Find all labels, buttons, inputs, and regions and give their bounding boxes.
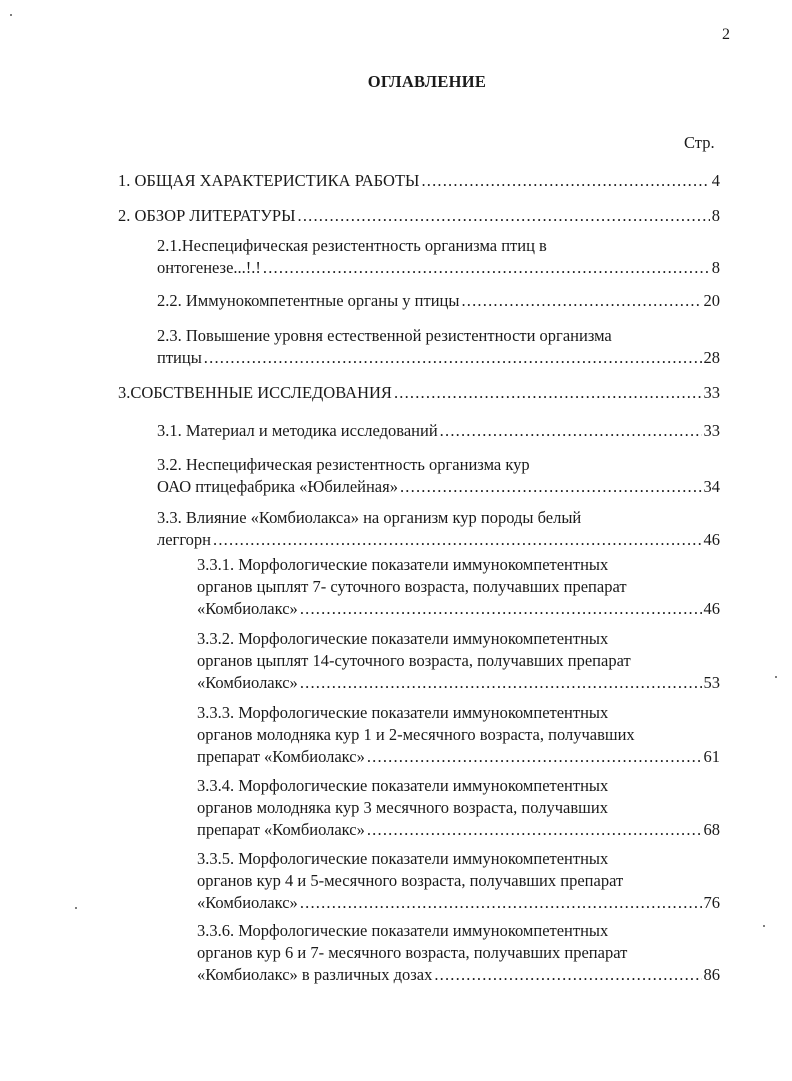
toc-entry-line bbox=[197, 746, 720, 768]
toc-entry-line bbox=[157, 529, 720, 551]
toc-entry-text: 3.3.4. Морфологические показатели иммунокомпетентных bbox=[197, 776, 609, 795]
toc-entry-page: 86 bbox=[703, 965, 720, 984]
toc-entry-line bbox=[157, 235, 720, 257]
toc-entry-line bbox=[197, 598, 720, 620]
toc-entry-text: препарат «Комбиолакс» bbox=[197, 747, 365, 766]
toc-entry-line bbox=[197, 819, 720, 841]
toc-entry-line bbox=[157, 476, 720, 498]
toc-entry-text: препарат «Комбиолакс» bbox=[197, 820, 365, 839]
toc-entry-text: «Комбиолакс» bbox=[197, 893, 298, 912]
dot-leader bbox=[421, 170, 709, 192]
toc-entry-text: органов цыплят 14-суточного возраста, получавших препарат bbox=[197, 651, 631, 670]
toc-entry-line bbox=[157, 507, 720, 529]
dot-leader bbox=[300, 892, 702, 914]
dot-leader bbox=[461, 290, 701, 312]
toc-entry-line bbox=[118, 170, 720, 192]
toc-entry-page: 8 bbox=[711, 206, 720, 225]
page-column-label: Стр. bbox=[684, 133, 715, 152]
toc-entry-text: органов кур 4 и 5-месячного возраста, получавших препарат bbox=[197, 871, 624, 890]
scan-speck bbox=[763, 925, 765, 927]
toc-entry-page: 68 bbox=[703, 820, 720, 839]
toc-entry-line bbox=[197, 672, 720, 694]
toc-entry-text: 2.3. Повышение уровня естественной резистентности организма bbox=[157, 326, 612, 345]
toc-entry-text: 3.3.1. Морфологические показатели иммунокомпетентных bbox=[197, 555, 609, 574]
toc-entry-text: онтогенезе...!.! bbox=[157, 258, 261, 277]
toc-entry-line bbox=[197, 848, 720, 870]
toc-entry-line bbox=[157, 257, 720, 279]
toc-entry-line bbox=[197, 870, 720, 892]
toc-entry-text: 3.СОБСТВЕННЫЕ ИССЛЕДОВАНИЯ bbox=[118, 383, 392, 402]
scan-speck bbox=[775, 676, 777, 678]
toc-entry bbox=[118, 382, 720, 404]
toc-entry-line bbox=[197, 576, 720, 598]
toc-entry-line bbox=[197, 964, 720, 986]
toc-entry-text: 3.3.6. Морфологические показатели иммунокомпетентных bbox=[197, 921, 609, 940]
toc-entry-page: 46 bbox=[703, 599, 720, 618]
toc-entry-text: птицы bbox=[157, 348, 202, 367]
toc-entry-line bbox=[197, 775, 720, 797]
toc-entry bbox=[157, 290, 720, 312]
toc-entry-text: 3.3.5. Морфологические показатели иммунокомпетентных bbox=[197, 849, 609, 868]
toc-entry-page: 4 bbox=[711, 171, 720, 190]
toc-entry-text: 3.2. Неспецифическая резистентность организма кур bbox=[157, 455, 530, 474]
toc-entry bbox=[157, 507, 720, 551]
toc-entry-text: органов цыплят 7- суточного возраста, получавших препарат bbox=[197, 577, 627, 596]
toc-entry-line bbox=[157, 420, 720, 442]
dot-leader bbox=[440, 420, 702, 442]
toc-entry-page: 34 bbox=[703, 477, 720, 496]
toc-entry-line bbox=[157, 454, 720, 476]
toc-entry-text: органов кур 6 и 7- месячного возраста, получавших препарат bbox=[197, 943, 628, 962]
toc-entry-page: 46 bbox=[703, 530, 720, 549]
toc-entry-text: органов молодняка кур 1 и 2-месячного возраста, получавших bbox=[197, 725, 635, 744]
toc-entry-line bbox=[157, 347, 720, 369]
toc-entry-line bbox=[197, 628, 720, 650]
toc-entry-text: 1. ОБЩАЯ ХАРАКТЕРИСТИКА РАБОТЫ bbox=[118, 171, 420, 190]
dot-leader bbox=[204, 347, 702, 369]
toc-entry bbox=[197, 628, 720, 694]
toc-entry bbox=[157, 235, 720, 279]
page-title: ОГЛАВЛЕНИЕ bbox=[367, 72, 487, 91]
toc-entry-text: леггорн bbox=[157, 530, 212, 549]
toc-entry-line bbox=[118, 382, 720, 404]
toc-entry-text: 3.3. Влияние «Комбиолакса» на организм кур породы белый bbox=[157, 508, 582, 527]
page-number: 2 bbox=[722, 26, 730, 43]
toc-entry-page: 33 bbox=[703, 421, 720, 440]
toc-entry bbox=[197, 554, 720, 620]
toc-entry-line bbox=[157, 325, 720, 347]
toc-entry bbox=[118, 205, 720, 227]
toc-entry-text: 3.3.2. Морфологические показатели иммунокомпетентных bbox=[197, 629, 609, 648]
toc-entry-line bbox=[197, 702, 720, 724]
toc-entry-text: 2.2. Иммунокомпетентные органы у птицы bbox=[157, 291, 460, 310]
toc-entry bbox=[197, 702, 720, 768]
scan-speck bbox=[75, 907, 77, 909]
toc-entry bbox=[197, 920, 720, 986]
toc-entry-page: 33 bbox=[703, 383, 720, 402]
toc-entry bbox=[157, 420, 720, 442]
dot-leader bbox=[300, 672, 702, 694]
toc-entry-text: «Комбиолакс» bbox=[197, 599, 298, 618]
dot-leader bbox=[367, 746, 702, 768]
toc-entry-line bbox=[118, 205, 720, 227]
toc-entry bbox=[157, 325, 720, 369]
dot-leader bbox=[263, 257, 710, 279]
toc-entry-text: «Комбиолакс» в различных дозах bbox=[197, 965, 433, 984]
toc-entry-line bbox=[197, 892, 720, 914]
toc-entry bbox=[197, 848, 720, 914]
toc-entry-page: 28 bbox=[703, 348, 720, 367]
toc-entry-text: «Комбиолакс» bbox=[197, 673, 298, 692]
toc-entry bbox=[118, 170, 720, 192]
dot-leader bbox=[298, 205, 710, 227]
toc-entry-text: 3.3.3. Морфологические показатели иммунокомпетентных bbox=[197, 703, 609, 722]
toc-entry-line bbox=[197, 920, 720, 942]
toc-entry-line bbox=[197, 797, 720, 819]
toc-entry-line bbox=[197, 724, 720, 746]
toc-entry-text: 3.1. Материал и методика исследований bbox=[157, 421, 438, 440]
toc-entry-text: 2. ОБЗОР ЛИТЕРАТУРЫ bbox=[118, 206, 296, 225]
toc-entry-text: ОАО птицефабрика «Юбилейная» bbox=[157, 477, 398, 496]
toc-entry-text: 2.1.Неспецифическая резистентность организма птиц в bbox=[157, 236, 547, 255]
toc-entry-line bbox=[197, 942, 720, 964]
dot-leader bbox=[300, 598, 702, 620]
toc-entry-page: 61 bbox=[703, 747, 720, 766]
scan-speck bbox=[10, 14, 12, 16]
dot-leader bbox=[367, 819, 702, 841]
toc-entry bbox=[197, 775, 720, 841]
toc-entry-page: 76 bbox=[703, 893, 720, 912]
dot-leader bbox=[394, 382, 702, 404]
dot-leader bbox=[400, 476, 702, 498]
toc-entry-text: органов молодняка кур 3 месячного возраста, получавших bbox=[197, 798, 608, 817]
toc-entry-page: 20 bbox=[703, 291, 720, 310]
toc-entry-line bbox=[157, 290, 720, 312]
toc-entry-line bbox=[197, 554, 720, 576]
toc-entry bbox=[157, 454, 720, 498]
toc-entry-page: 53 bbox=[703, 673, 720, 692]
dot-leader bbox=[434, 964, 701, 986]
toc-entry-page: 8 bbox=[711, 258, 720, 277]
toc-entry-line bbox=[197, 650, 720, 672]
dot-leader bbox=[213, 529, 701, 551]
